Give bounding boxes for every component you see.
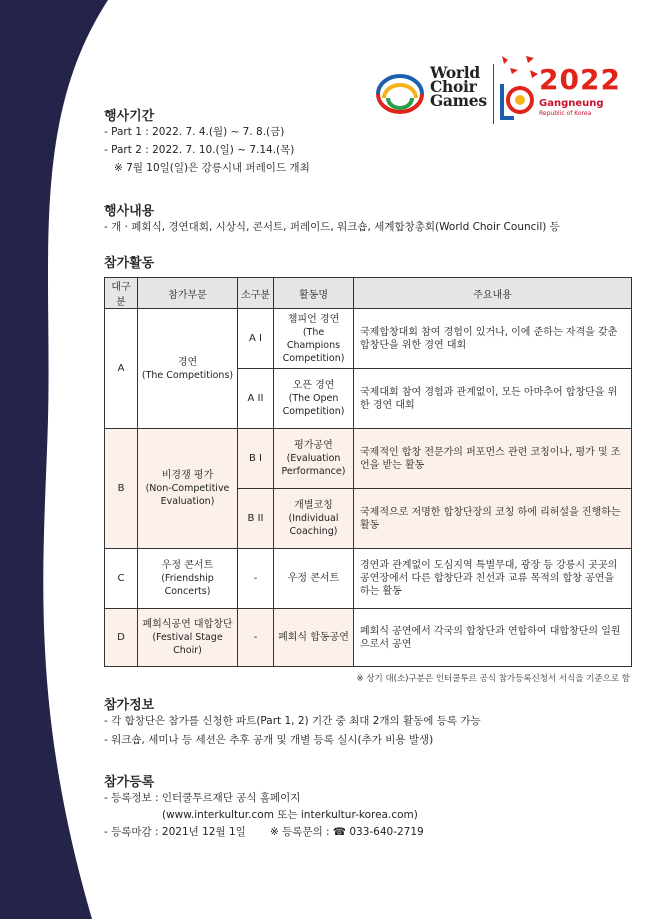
- table-row: [105, 549, 632, 609]
- header-description: 주요내용: [354, 278, 632, 309]
- registration-inquiry: ※ 등록문의 : ☎ 033-640-2719: [270, 826, 424, 838]
- category-code: D: [105, 609, 138, 667]
- table-row: [105, 309, 632, 369]
- contents-line: - 개 · 폐회식, 경연대회, 시상식, 콘서트, 퍼레이드, 워크숍, 세계합창총회(World Choir Council) 등: [104, 221, 560, 233]
- category-code: A: [105, 309, 138, 429]
- description-cell: 국제합창대회 참여 경험이 있거나, 이에 준하는 자격을 갖춘 합창단을 위한 경연 대회: [354, 309, 632, 369]
- activity-cell: 우정 콘서트: [274, 549, 354, 609]
- header-division: 참가부문: [138, 278, 238, 309]
- header-subcategory: 소구분: [238, 278, 274, 309]
- activities-table: [104, 277, 632, 667]
- description-cell: 경연과 관계없이 도심지역 특별무대, 광장 등 강릉시 곳곳의 공연장에서 다른 합창단과 친선과 교류 목적의 합창 공연을 하는 활동: [354, 549, 632, 609]
- period-part1: - Part 1 : 2022. 7. 4.(월) ~ 7. 8.(금): [104, 126, 285, 138]
- subcategory-cell: B II: [238, 489, 274, 549]
- activity-cell: 평가공연 (Evaluation Performance): [274, 429, 354, 489]
- subcategory-cell: A I: [238, 309, 274, 369]
- subcategory-cell: A II: [238, 369, 274, 429]
- table-header-row: [105, 278, 632, 309]
- category-code: C: [105, 549, 138, 609]
- registration-info: - 등록정보 : 인터쿨투르재단 공식 홈페이지: [104, 792, 301, 804]
- activity-cell: 오픈 경연 (The Open Competition): [274, 369, 354, 429]
- world-choir-games-emblem: [374, 68, 426, 120]
- division-cell: 경연 (The Competitions): [138, 309, 238, 429]
- division-cell: 폐회식공연 대합창단 (Festival Stage Choir): [138, 609, 238, 667]
- year-2022: 2022: [539, 63, 621, 96]
- registration-deadline: - 등록마감 : 2021년 12월 1일: [104, 826, 246, 838]
- period-note: ※ 7월 10일(일)은 강릉시내 퍼레이드 개최: [114, 162, 310, 174]
- activity-cell: 폐회식 합동공연: [274, 609, 354, 667]
- gangneung-emblem: [496, 54, 540, 124]
- registration-title: 참가등록: [104, 775, 155, 790]
- country-name: Republic of Korea: [539, 110, 592, 117]
- header-activity: 활동명: [274, 278, 354, 309]
- activity-cell: 챔피언 경연 (The Champions Competition): [274, 309, 354, 369]
- subcategory-cell: -: [238, 609, 274, 667]
- event-logo: [374, 50, 621, 132]
- info-title: 참가정보: [104, 698, 155, 713]
- activity-cell: 개별코칭 (Individual Coaching): [274, 489, 354, 549]
- period-part2: - Part 2 : 2022. 7. 10.(일) ~ 7.14.(목): [104, 144, 295, 156]
- division-cell: 비경쟁 평가 (Non-Competitive Evaluation): [138, 429, 238, 549]
- description-cell: 국제대회 참여 경험과 관계없이, 모든 아마추어 합창단을 위한 경연 대회: [354, 369, 632, 429]
- header-category: 대구분: [105, 278, 138, 309]
- wcg-wordmark: World Choir Games: [430, 63, 487, 110]
- description-cell: 폐회식 공연에서 각국의 합창단과 연합하여 대합창단의 일원으로서 공연: [354, 609, 632, 667]
- activities-title: 참가활동: [104, 256, 155, 271]
- table-row: [105, 609, 632, 667]
- period-title: 행사기간: [104, 109, 155, 124]
- info-line1: - 각 합창단은 참가를 신청한 파트(Part 1, 2) 기간 중 최대 2개의 활동에 등록 가능: [104, 715, 481, 727]
- subcategory-cell: B I: [238, 429, 274, 489]
- table-footnote: ※ 상기 대(소)구분은 인터쿨투르 공식 참가등록신청서 서식을 기준으로 함: [356, 674, 630, 684]
- table-row: [105, 429, 632, 489]
- subcategory-cell: -: [238, 549, 274, 609]
- registration-urls: (www.interkultur.com 또는 interkultur-korea.com): [162, 809, 418, 821]
- division-cell: 우정 콘서트 (Friendship Concerts): [138, 549, 238, 609]
- description-cell: 국제적으로 저명한 합창단장의 코칭 하에 리허설을 진행하는 활동: [354, 489, 632, 549]
- info-line2: - 워크숍, 세미나 등 세션은 추후 공개 및 개별 등록 실시(추가 비용 발생): [104, 734, 434, 746]
- contents-title: 행사내용: [104, 204, 155, 219]
- category-code: B: [105, 429, 138, 549]
- description-cell: 국제적인 합창 전문가의 퍼포먼스 관련 코칭이나, 평가 및 조언을 받는 활동: [354, 429, 632, 489]
- logo-divider: [493, 64, 494, 124]
- city-name: Gangneung: [539, 98, 604, 109]
